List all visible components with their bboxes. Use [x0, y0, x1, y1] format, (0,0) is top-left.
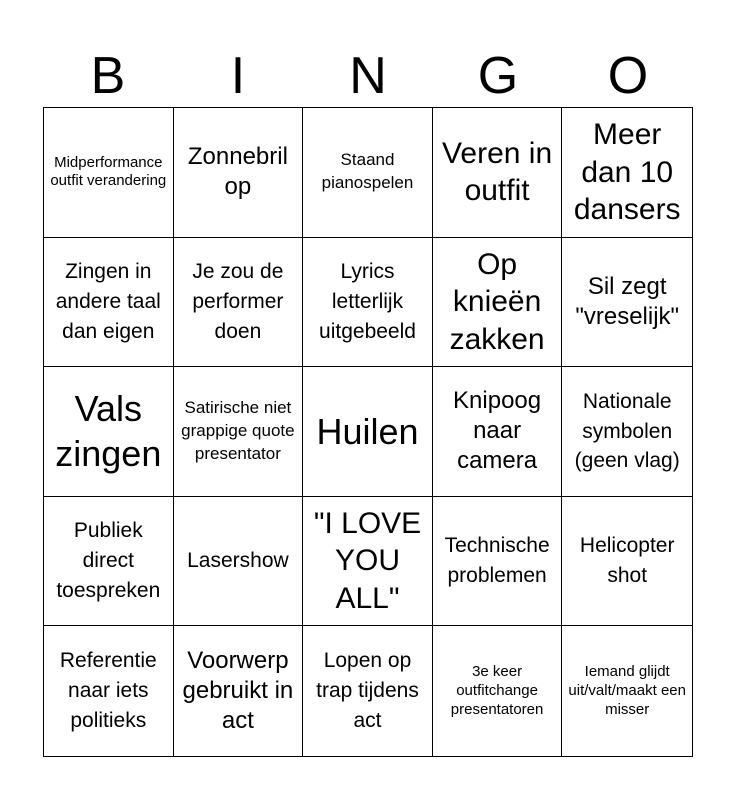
cell-label: Voorwerp gebruikt in act [182, 647, 294, 735]
bingo-cell[interactable] [174, 238, 304, 368]
bingo-header [43, 44, 693, 108]
bingo-cell[interactable] [433, 108, 563, 238]
cell-label: Iemand glijdt uit/valt/maakt een misser [568, 663, 686, 718]
bingo-cell[interactable] [303, 367, 433, 497]
bingo-cell[interactable] [303, 497, 433, 627]
bingo-cell[interactable] [174, 497, 304, 627]
cell-label: "I LOVE YOU ALL" [313, 506, 422, 615]
bingo-board [43, 107, 693, 757]
bingo-cell[interactable] [562, 626, 692, 756]
cell-label: Zingen in andere taal dan eigen [55, 260, 161, 343]
header-letter-o: O [607, 47, 649, 105]
bingo-cell[interactable] [562, 238, 692, 368]
cell-label: Meer dan 10 dansers [573, 118, 681, 227]
cell-label: Lyrics letterlijk uitgebeeld [319, 260, 416, 343]
cell-label: Knipoog naar camera [453, 387, 542, 475]
bingo-cell[interactable] [433, 626, 563, 756]
cell-label: Publiek direct toespreken [56, 519, 161, 602]
cell-label: 3e keer outfitchange presentatoren [450, 663, 544, 718]
cell-label: Helicopter shot [579, 534, 675, 588]
cell-label: Lasershow [187, 549, 289, 573]
cell-label: Midperformance outfit verandering [50, 153, 167, 190]
bingo-cell[interactable] [174, 367, 304, 497]
cell-label: Nationale symbolen (geen vlag) [574, 389, 680, 473]
cell-label: Vals zingen [55, 388, 162, 475]
cell-label: Lopen op trap tijdens act [316, 649, 419, 733]
bingo-cell[interactable] [433, 497, 563, 627]
header-letter-i: I [230, 47, 246, 105]
cell-label: Veren in outfit [442, 136, 553, 208]
cell-label: Op knieën zakken [449, 247, 545, 356]
cell-label: Je zou de performer doen [192, 260, 284, 343]
bingo-cell[interactable] [303, 626, 433, 756]
bingo-cell[interactable] [174, 626, 304, 756]
header-letter-g: G [477, 47, 519, 105]
cell-label: Huilen [316, 410, 419, 452]
cell-label: Technische problemen [444, 534, 550, 588]
header-letter-b: B [90, 47, 126, 105]
cell-label: Referentie naar iets politieks [59, 649, 157, 733]
cell-label: Sil zegt "vreselijk" [575, 272, 680, 330]
bingo-cell[interactable] [433, 238, 563, 368]
bingo-cell[interactable] [303, 238, 433, 368]
cell-label: Zonnebril op [187, 143, 288, 201]
bingo-cell[interactable] [44, 497, 174, 627]
bingo-cell[interactable] [562, 108, 692, 238]
bingo-cell[interactable] [44, 238, 174, 368]
header-letter-n: N [349, 47, 387, 105]
bingo-cell[interactable] [174, 108, 304, 238]
bingo-cell[interactable] [44, 626, 174, 756]
bingo-cell[interactable] [433, 367, 563, 497]
cell-label: Staand pianospelen [321, 150, 414, 193]
cell-label: Satirische niet grappige quote presentator [181, 398, 295, 463]
bingo-cell[interactable] [44, 108, 174, 238]
bingo-cell[interactable] [562, 367, 692, 497]
bingo-cell[interactable] [44, 367, 174, 497]
bingo-cell[interactable] [562, 497, 692, 627]
bingo-cell[interactable] [303, 108, 433, 238]
